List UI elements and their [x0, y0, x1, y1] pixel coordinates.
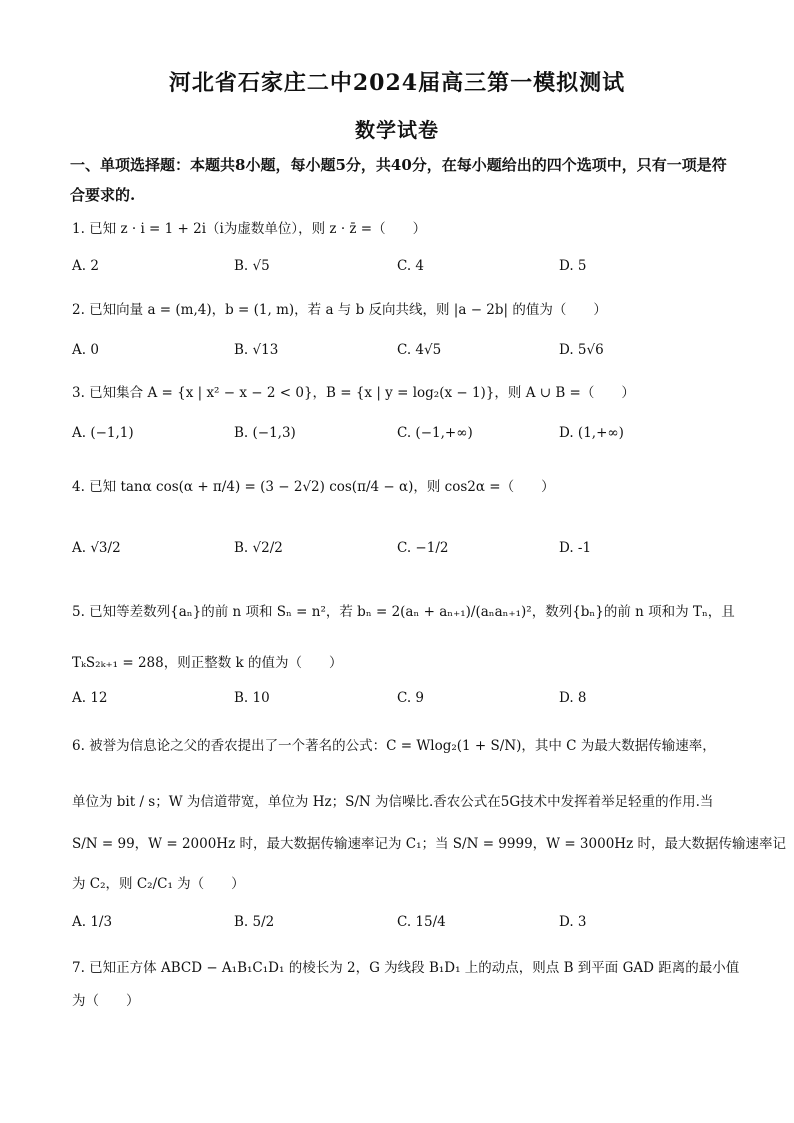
- q4-option-c: C. −1/2: [397, 540, 449, 556]
- exam-subtitle: 数学试卷: [355, 118, 439, 142]
- question-1-stem: 1. 已知 z · i = 1 + 2i（i为虚数单位），则 z · z̄ =（ ）: [72, 221, 427, 237]
- question-5-stem-line-1: 5. 已知等差数列{aₙ}的前 n 项和 Sₙ = n²，若 bₙ = 2(aₙ + aₙ₊₁)/(aₙaₙ₊₁)²，数列{bₙ}的前 n 项和为 Tₙ，且: [72, 604, 735, 620]
- q1-option-c: C. 4: [397, 258, 425, 274]
- question-6-stem-line-3: S/N = 99，W = 2000Hz 时，最大数据传输速率记为 C₁；当 S/N = 9999，W = 3000Hz 时，最大数据传输速率记: [72, 836, 786, 852]
- q3-option-a: A. (−1,1): [72, 425, 134, 441]
- question-5-stem-line-2: TₖS₂ₖ₊₁ = 288，则正整数 k 的值为（ ）: [72, 655, 343, 671]
- q2-option-b: B. √13: [234, 342, 279, 358]
- q4-option-a: A. √3/2: [72, 540, 121, 556]
- q4-option-d: D. -1: [559, 540, 592, 556]
- question-6-stem-line-4: 为 C₂，则 C₂/C₁ 为（ ）: [72, 876, 245, 892]
- question-7-stem-line-2: 为（ ）: [72, 993, 140, 1009]
- q5-option-d: D. 8: [559, 690, 587, 706]
- q3-option-c: C. (−1,+∞): [397, 425, 473, 441]
- q1-option-d: D. 5: [559, 258, 587, 274]
- q6-option-c: C. 15/4: [397, 914, 446, 930]
- q5-option-a: A. 12: [72, 690, 108, 706]
- q1-option-a: A. 2: [72, 258, 99, 274]
- question-2-stem: 2. 已知向量 a = (m,4)，b = (1, m)，若 a 与 b 反向共线，则 |a − 2b| 的值为（ ）: [72, 302, 607, 318]
- q6-option-a: A. 1/3: [72, 914, 113, 930]
- question-4-options: [72, 540, 732, 564]
- q1-option-b: B. √5: [234, 258, 270, 274]
- q3-option-d: D. (1,+∞): [559, 425, 624, 441]
- section-heading: 一、单项选择题：本题共8小题，每小题5分，共40分，在每小题给出的四个选项中，只有一项是符合要求的.: [70, 156, 727, 204]
- question-6-options: [72, 914, 732, 938]
- question-4-stem: 4. 已知 tanα cos(α + π/4) = (3 − 2√2) cos(π/4 − α)，则 cos2α =（ ）: [72, 479, 555, 495]
- q2-option-a: A. 0: [72, 342, 99, 358]
- question-1-options: [72, 258, 732, 282]
- q2-option-d: D. 5√6: [559, 342, 604, 358]
- q6-option-b: B. 5/2: [234, 914, 275, 930]
- question-2-options: [72, 342, 732, 366]
- q6-option-d: D. 3: [559, 914, 587, 930]
- q3-option-b: B. (−1,3): [234, 425, 296, 441]
- q2-option-c: C. 4√5: [397, 342, 442, 358]
- question-3-options: [72, 425, 732, 449]
- q5-option-c: C. 9: [397, 690, 425, 706]
- q5-option-b: B. 10: [234, 690, 270, 706]
- question-7-stem-line-1: 7. 已知正方体 ABCD − A₁B₁C₁D₁ 的棱长为 2，G 为线段 B₁D₁ 上的动点，则点 B 到平面 GAD 距离的最小值: [72, 960, 740, 976]
- question-6-stem-line-1: 6. 被誉为信息论之父的香农提出了一个著名的公式：C = Wlog₂(1 + S/N)，其中 C 为最大数据传输速率，: [72, 738, 716, 754]
- q4-option-b: B. √2/2: [234, 540, 283, 556]
- question-3-stem: 3. 已知集合 A = {x | x² − x − 2 < 0}，B = {x | y = log₂(x − 1)}，则 A ∪ B =（ ）: [72, 385, 635, 401]
- exam-title: 河北省石家庄二中2024届高三第一模拟测试: [168, 70, 626, 96]
- question-6-stem-line-2: 单位为 bit / s；W 为信道带宽，单位为 Hz；S/N 为信噪比.香农公式在5G技术中发挥着举足轻重的作用.当: [72, 794, 714, 810]
- question-5-options: [72, 690, 732, 714]
